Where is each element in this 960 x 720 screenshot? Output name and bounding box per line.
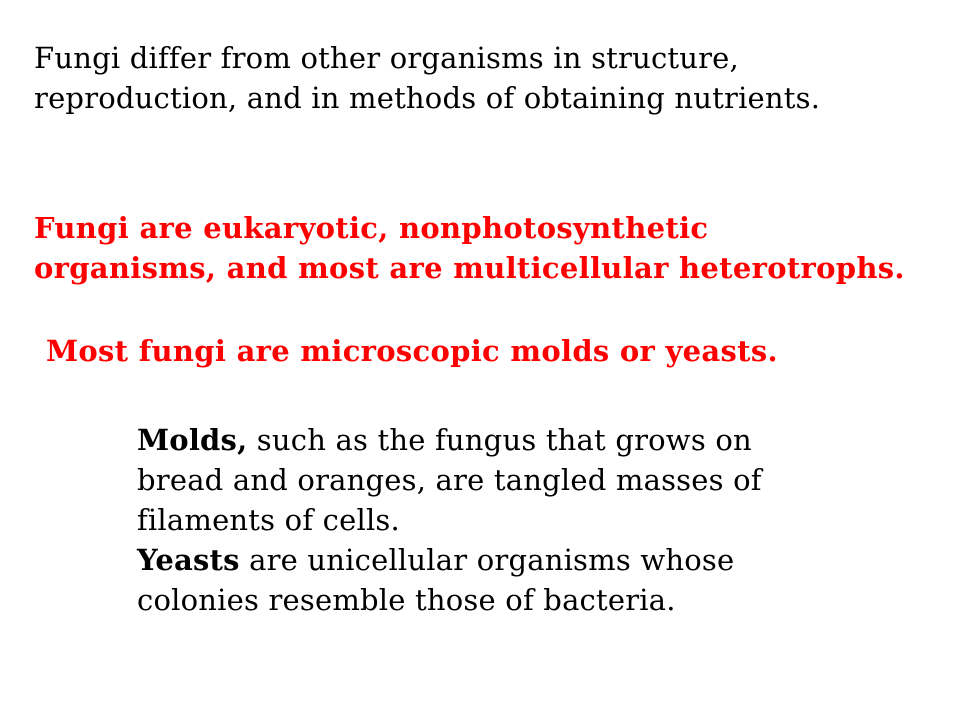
yeasts-line-1-rest: are unicellular organisms whose [239,543,735,577]
eukaryotic-statement [34,208,905,288]
molds-line-2: bread and oranges, are tangled masses of [137,463,762,497]
molds-line-3: filaments of cells. [137,503,400,537]
molds-term: Molds, [137,423,248,457]
eukaryotic-line-1: Fungi are eukaryotic, nonphotosynthetic [34,211,709,245]
microscopic-statement [46,331,778,371]
molds-yeasts-paragraph [137,420,762,620]
intro-line-2: reproduction, and in methods of obtaining nutrients. [34,81,821,115]
microscopic-line: Most fungi are microscopic molds or yeasts. [46,334,778,368]
yeasts-term: Yeasts [137,543,240,577]
eukaryotic-line-2: organisms, and most are multicellular heterotrophs. [34,251,905,285]
molds-line-1 [137,420,762,460]
yeasts-line-2: colonies resemble those of bacteria. [137,583,676,617]
intro-paragraph [34,38,820,118]
yeasts-line-1 [137,540,762,580]
molds-line-1-rest: such as the fungus that grows on [247,423,752,457]
intro-line-1: Fungi differ from other organisms in structure, [34,41,739,75]
